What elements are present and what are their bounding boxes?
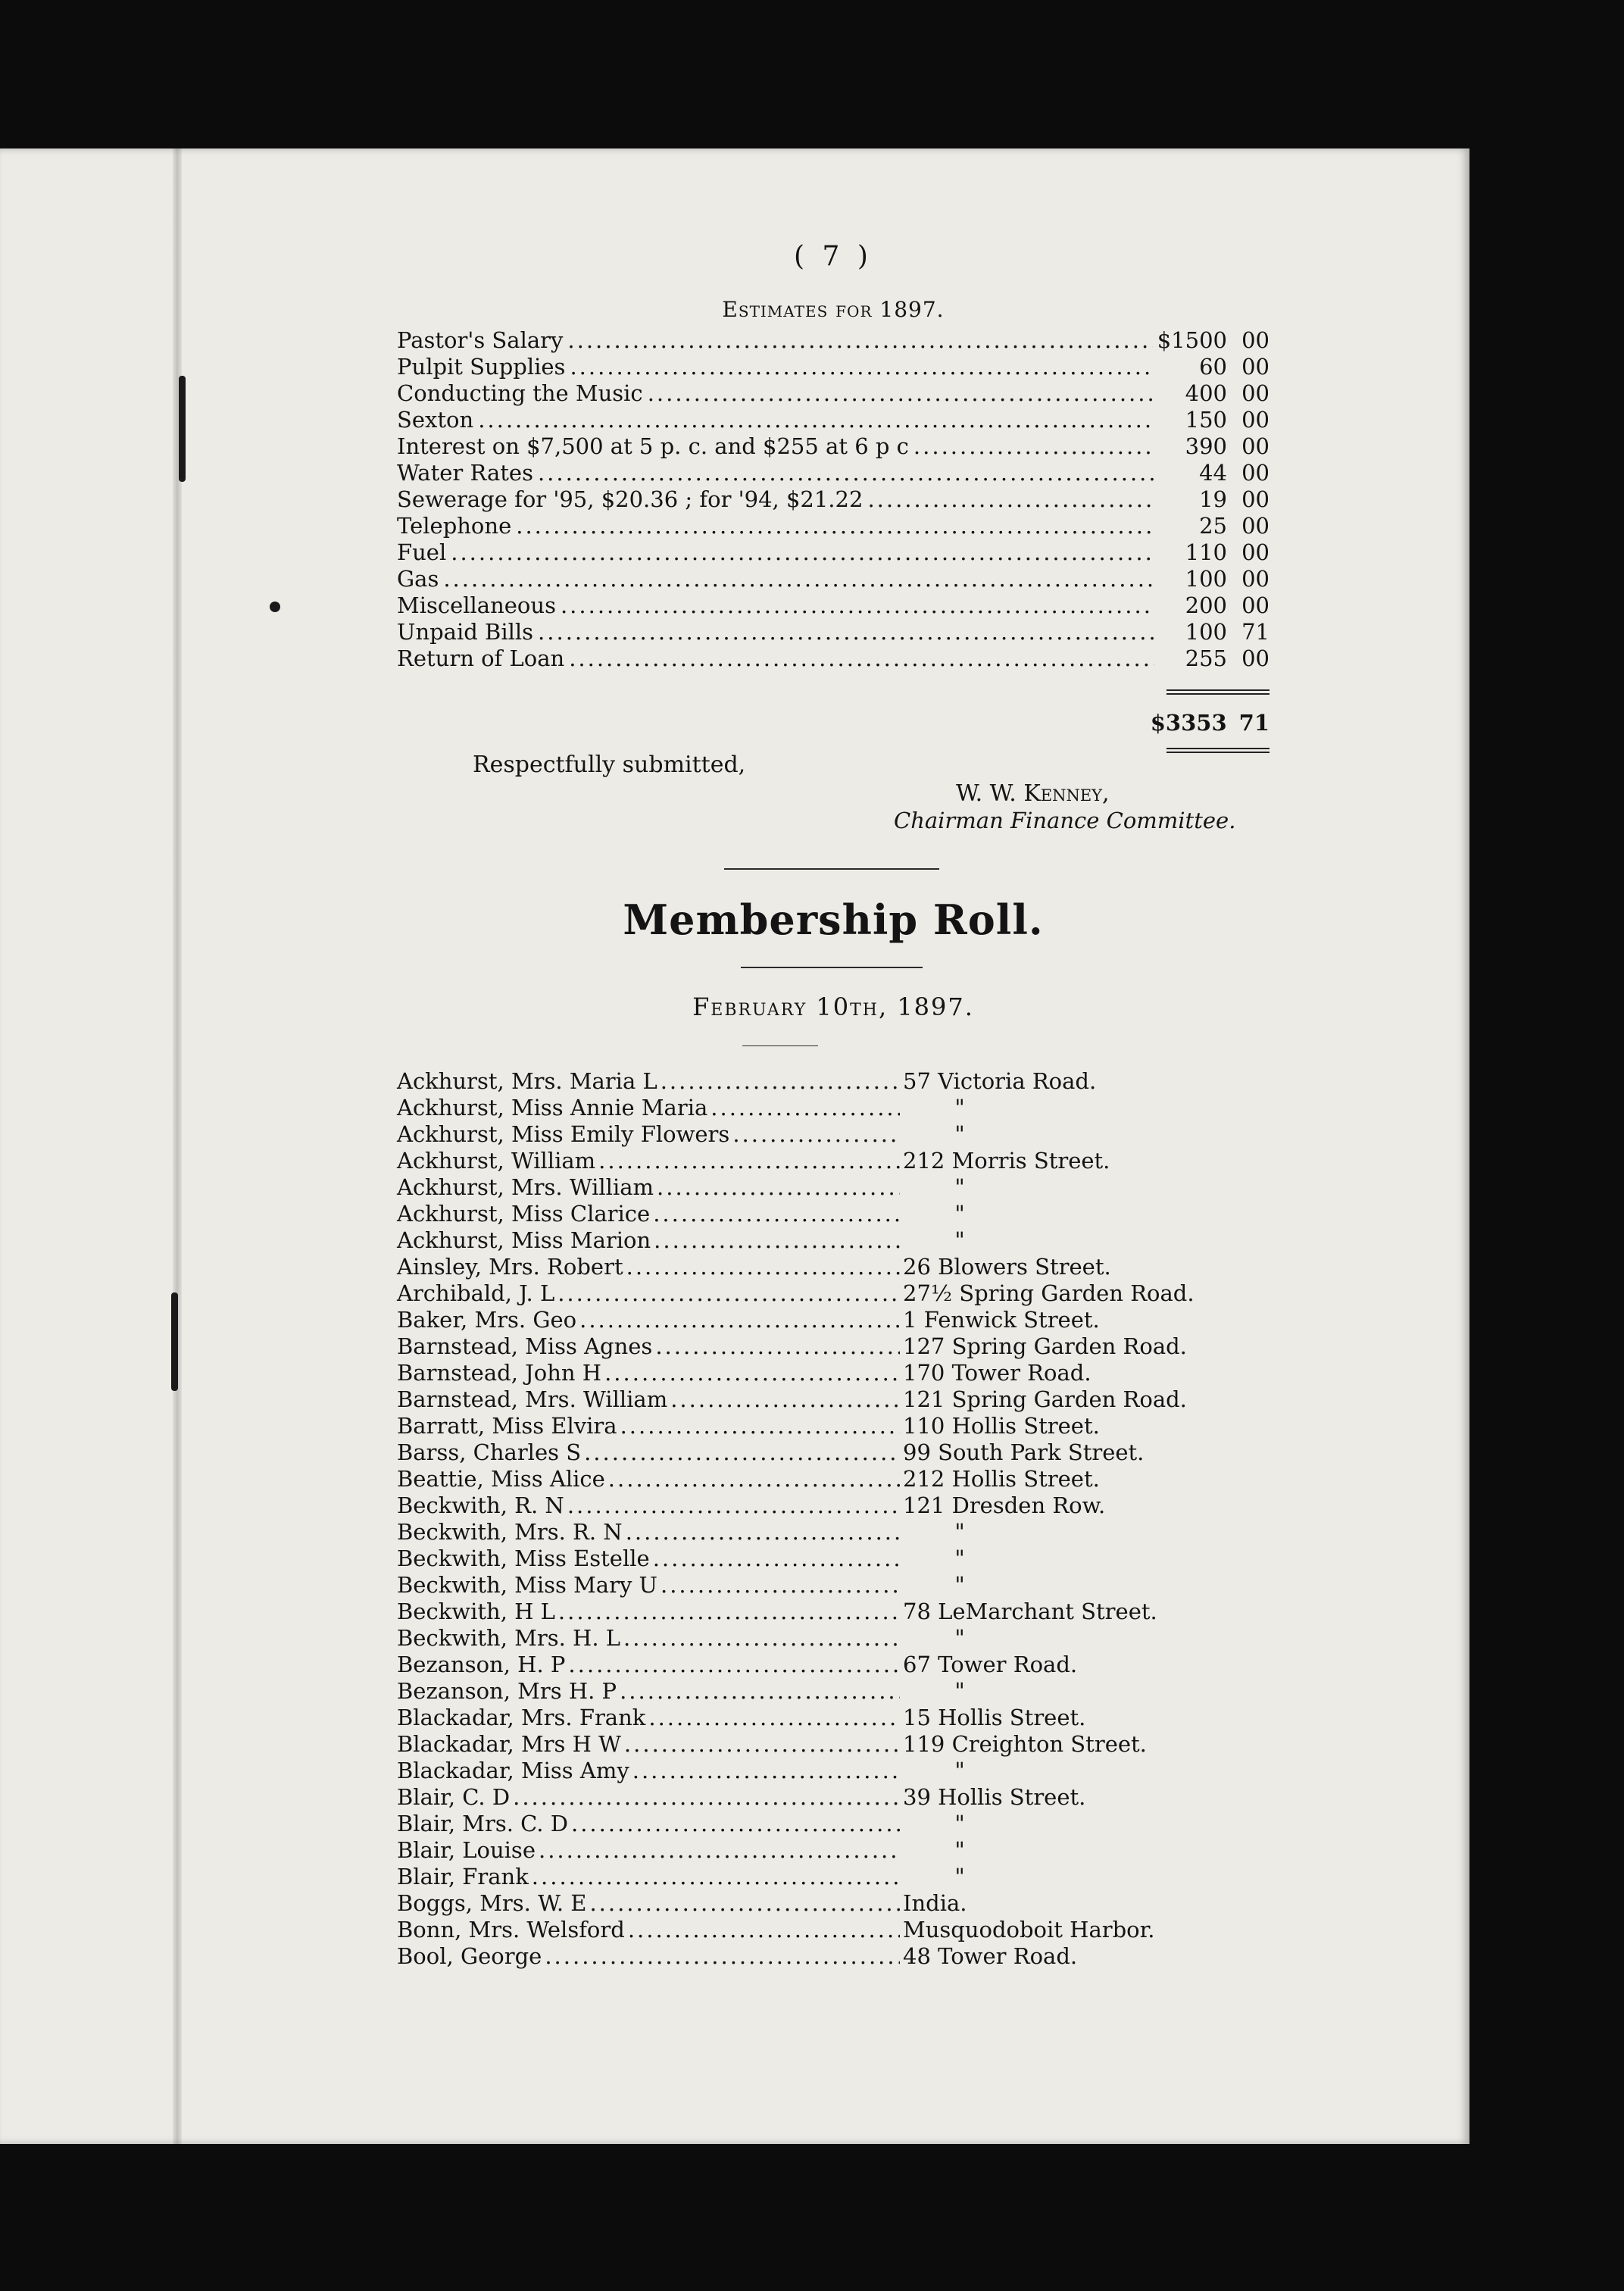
member-name: Ainsley, Mrs. Robert	[397, 1254, 623, 1280]
member-row	[397, 1360, 1230, 1386]
dot-leader	[443, 566, 1154, 592]
dot-leader	[648, 1705, 900, 1731]
member-name: Barnstead, Miss Agnes	[397, 1333, 653, 1359]
member-row	[397, 1705, 1230, 1731]
member-name-cell	[397, 1890, 903, 1917]
member-address: "	[954, 1095, 965, 1120]
dot-leader	[538, 619, 1154, 645]
estimate-cents: 00	[1241, 539, 1270, 565]
member-name-cell	[397, 1811, 903, 1837]
member-address: 67 Tower Road.	[903, 1652, 1078, 1677]
member-name-cell	[397, 1784, 903, 1811]
estimate-cents: 00	[1241, 433, 1270, 459]
member-address: "	[954, 1121, 965, 1147]
member-address: 212 Hollis Street.	[903, 1466, 1100, 1492]
dot-leader	[657, 1174, 900, 1201]
dot-leader	[571, 1811, 900, 1837]
member-name-cell	[397, 1758, 903, 1784]
member-row	[397, 1731, 1230, 1758]
member-row	[397, 1943, 1230, 1970]
member-name-cell	[397, 1864, 903, 1890]
dot-leader	[632, 1758, 900, 1784]
member-name-cell	[397, 1095, 903, 1121]
dot-leader	[538, 460, 1154, 486]
member-name-cell	[397, 1439, 903, 1466]
estimate-cents: 00	[1241, 327, 1270, 353]
total-dollars: $3353	[1150, 710, 1227, 736]
member-row	[397, 1174, 1230, 1201]
member-name-cell	[397, 1917, 903, 1943]
member-address: 48 Tower Road.	[903, 1943, 1078, 1969]
dot-leader	[661, 1068, 900, 1095]
dot-leader	[648, 380, 1154, 407]
member-row	[397, 1307, 1230, 1333]
divider-rule	[724, 868, 939, 870]
signer-title: Chairman Finance Committee.	[894, 808, 1236, 833]
member-name: Beattie, Miss Alice	[397, 1466, 605, 1492]
member-address: 15 Hollis Street.	[903, 1705, 1086, 1730]
estimate-row	[397, 380, 1270, 407]
dot-leader	[579, 1307, 900, 1333]
member-name-cell	[397, 1254, 903, 1280]
member-address: 39 Hollis Street.	[903, 1784, 1086, 1810]
member-name: Blair, Louise	[397, 1837, 536, 1863]
member-name-cell	[397, 1307, 903, 1333]
member-address: 127 Spring Garden Road.	[903, 1333, 1187, 1359]
member-name: Boggs, Mrs. W. E	[397, 1890, 587, 1916]
estimate-dollars: 200	[1185, 592, 1227, 618]
estimate-cents: 00	[1241, 513, 1270, 539]
estimate-label: Fuel	[397, 539, 447, 565]
member-name: Barratt, Miss Elvira	[397, 1413, 617, 1439]
dot-leader	[623, 1625, 900, 1652]
dot-leader	[598, 1148, 900, 1174]
member-name-cell	[397, 1546, 903, 1572]
dot-leader	[655, 1333, 900, 1360]
member-name: Ackhurst, Mrs. Maria L	[397, 1068, 657, 1094]
dot-leader	[570, 354, 1154, 380]
member-name-cell	[397, 1280, 903, 1307]
member-address: "	[954, 1678, 965, 1704]
member-name-cell	[397, 1492, 903, 1519]
estimate-dollars: 110	[1185, 539, 1227, 565]
dot-leader	[653, 1546, 900, 1572]
member-name-cell	[397, 1121, 903, 1148]
member-name: Beckwith, H L	[397, 1599, 555, 1624]
estimate-dollars: 100	[1185, 619, 1227, 645]
member-name-cell	[397, 1625, 903, 1652]
estimate-label: Water Rates	[397, 460, 533, 486]
estimate-label: Pulpit Supplies	[397, 354, 566, 380]
dot-leader	[914, 433, 1154, 460]
estimate-row	[397, 619, 1270, 645]
member-row	[397, 1917, 1230, 1943]
estimates-table	[397, 327, 1270, 672]
estimate-cents: 00	[1241, 486, 1270, 512]
estimate-label: Miscellaneous	[397, 592, 556, 618]
member-name: Beckwith, Mrs. R. N	[397, 1519, 623, 1545]
member-row	[397, 1599, 1230, 1625]
member-name: Barnstead, Mrs. William	[397, 1386, 668, 1412]
member-address: 27½ Spring Garden Road.	[903, 1280, 1195, 1306]
member-name: Ackhurst, Miss Clarice	[397, 1201, 651, 1227]
dot-leader	[557, 1280, 900, 1307]
estimate-row	[397, 407, 1270, 433]
ink-dot	[270, 602, 280, 612]
estimate-cents: 00	[1241, 460, 1270, 486]
member-name: Blackadar, Mrs H W	[397, 1731, 621, 1757]
binding-mark	[179, 376, 186, 482]
member-name-cell	[397, 1386, 903, 1413]
member-name: Archibald, J. L	[397, 1280, 555, 1306]
estimate-dollars: 150	[1185, 407, 1227, 433]
member-name-cell	[397, 1678, 903, 1705]
member-name: Beckwith, R. N	[397, 1492, 564, 1518]
member-name: Ackhurst, Miss Emily Flowers	[397, 1121, 730, 1147]
member-name-cell	[397, 1519, 903, 1546]
total-rule-bottom	[1166, 748, 1270, 753]
member-name: Ackhurst, William	[397, 1148, 596, 1174]
member-name: Barnstead, John H	[397, 1360, 602, 1386]
binding-mark	[171, 1292, 178, 1391]
estimate-label: Sewerage for '95, $20.36 ; for '94, $21.22	[397, 486, 864, 512]
dot-leader	[620, 1678, 900, 1705]
estimate-dollars: 390	[1185, 433, 1227, 459]
member-name-cell	[397, 1227, 903, 1254]
member-name: Beckwith, Mrs. H. L	[397, 1625, 621, 1651]
dot-leader	[661, 1572, 900, 1599]
member-row	[397, 1784, 1230, 1811]
member-name: Ackhurst, Mrs. William	[397, 1174, 654, 1200]
title-underline	[741, 967, 923, 968]
member-address: "	[954, 1572, 965, 1598]
estimate-dollars: $1500	[1157, 327, 1227, 353]
estimate-row	[397, 354, 1270, 380]
member-name: Blair, Mrs. C. D	[397, 1811, 568, 1836]
member-row	[397, 1572, 1230, 1599]
dot-leader	[670, 1386, 900, 1413]
member-name-cell	[397, 1174, 903, 1201]
member-name: Beckwith, Miss Mary U	[397, 1572, 657, 1598]
dot-leader	[567, 327, 1152, 354]
estimate-row	[397, 460, 1270, 486]
dot-leader	[558, 1599, 900, 1625]
member-address: "	[954, 1864, 965, 1889]
estimate-cents: 00	[1241, 592, 1270, 618]
estimate-label: Return of Loan	[397, 645, 565, 671]
dot-leader	[732, 1121, 900, 1148]
member-address: "	[954, 1546, 965, 1571]
member-name-cell	[397, 1705, 903, 1731]
total-cents: 71	[1238, 710, 1270, 736]
member-address: "	[954, 1227, 965, 1253]
estimate-cents: 00	[1241, 354, 1270, 380]
member-name: Baker, Mrs. Geo	[397, 1307, 577, 1333]
member-row	[397, 1546, 1230, 1572]
dot-leader	[539, 1837, 900, 1864]
member-row	[397, 1678, 1230, 1705]
member-address: 26 Blowers Street.	[903, 1254, 1111, 1280]
member-address: "	[954, 1519, 965, 1545]
total-rule-top	[1166, 689, 1270, 695]
dot-leader	[532, 1864, 900, 1890]
estimate-label: Unpaid Bills	[397, 619, 534, 645]
member-address: 170 Tower Road.	[903, 1360, 1092, 1386]
dot-leader	[654, 1227, 900, 1254]
dot-leader	[545, 1943, 900, 1970]
member-address: 78 LeMarchant Street.	[903, 1599, 1157, 1624]
estimate-row	[397, 327, 1270, 354]
estimate-label: Sexton	[397, 407, 474, 433]
estimate-dollars: 19	[1199, 486, 1227, 512]
member-name: Blair, C. D	[397, 1784, 511, 1810]
member-row	[397, 1227, 1230, 1254]
dot-leader	[569, 645, 1154, 672]
member-row	[397, 1413, 1230, 1439]
estimate-row	[397, 433, 1270, 460]
dot-leader	[451, 539, 1154, 566]
member-name: Bezanson, Mrs H. P	[397, 1678, 617, 1704]
member-row	[397, 1625, 1230, 1652]
member-name-cell	[397, 1413, 903, 1439]
member-row	[397, 1439, 1230, 1466]
estimate-dollars: 25	[1199, 513, 1227, 539]
member-name-cell	[397, 1731, 903, 1758]
dot-leader	[561, 592, 1154, 619]
member-row	[397, 1519, 1230, 1546]
dot-leader	[478, 407, 1154, 433]
member-name-cell	[397, 1572, 903, 1599]
member-address: "	[954, 1837, 965, 1863]
member-row	[397, 1254, 1230, 1280]
member-name-cell	[397, 1466, 903, 1492]
dot-leader	[710, 1095, 900, 1121]
membership-roll-title: Membership Roll.	[623, 895, 1044, 944]
dot-leader	[589, 1890, 900, 1917]
dot-leader	[867, 486, 1154, 513]
dot-leader	[567, 1492, 900, 1519]
member-name: Ackhurst, Miss Annie Maria	[397, 1095, 708, 1120]
estimate-cents: 71	[1241, 619, 1270, 645]
member-name: Blackadar, Miss Amy	[397, 1758, 629, 1783]
estimate-row	[397, 566, 1270, 592]
member-address: 57 Victoria Road.	[903, 1068, 1097, 1094]
estimate-label: Gas	[397, 566, 439, 592]
member-name-cell	[397, 1201, 903, 1227]
estimate-label: Conducting the Music	[397, 380, 643, 406]
total-row	[1150, 710, 1270, 736]
member-address: Musquodoboit Harbor.	[903, 1917, 1155, 1943]
member-address: 110 Hollis Street.	[903, 1413, 1100, 1439]
member-address: 121 Spring Garden Road.	[903, 1386, 1187, 1412]
estimates-total	[1150, 689, 1270, 753]
dot-leader	[624, 1731, 900, 1758]
member-row	[397, 1333, 1230, 1360]
member-name: Blackadar, Mrs. Frank	[397, 1705, 646, 1730]
member-row	[397, 1280, 1230, 1307]
estimate-row	[397, 645, 1270, 672]
member-address: "	[954, 1174, 965, 1200]
member-name: Barss, Charles S	[397, 1439, 582, 1465]
member-name-cell	[397, 1599, 903, 1625]
member-row	[397, 1386, 1230, 1413]
estimate-label: Interest on $7,500 at 5 p. c. and $255 at 6 p c	[397, 433, 909, 459]
member-address: "	[954, 1811, 965, 1836]
dot-leader	[626, 1254, 900, 1280]
estimate-cents: 00	[1241, 407, 1270, 433]
member-address: "	[954, 1625, 965, 1651]
membership-roll	[397, 1068, 1230, 1970]
estimate-cents: 00	[1241, 645, 1270, 671]
member-row	[397, 1201, 1230, 1227]
member-row	[397, 1121, 1230, 1148]
dot-leader	[628, 1917, 900, 1943]
member-address: 1 Fenwick Street.	[903, 1307, 1100, 1333]
member-name: Beckwith, Miss Estelle	[397, 1546, 650, 1571]
member-address: "	[954, 1201, 965, 1227]
member-address: India.	[903, 1890, 967, 1916]
member-name: Ackhurst, Miss Marion	[397, 1227, 651, 1253]
dot-leader	[653, 1201, 900, 1227]
membership-roll-date: February 10th, 1897.	[692, 992, 974, 1021]
member-address: 121 Dresden Row.	[903, 1492, 1106, 1518]
estimate-row	[397, 486, 1270, 513]
dot-leader	[584, 1439, 900, 1466]
member-row	[397, 1492, 1230, 1519]
dot-leader	[626, 1519, 900, 1546]
member-name-cell	[397, 1333, 903, 1360]
estimate-label: Telephone	[397, 513, 512, 539]
dot-leader	[513, 1784, 900, 1811]
estimate-dollars: 100	[1185, 566, 1227, 592]
member-row	[397, 1068, 1230, 1095]
member-address: 99 South Park Street.	[903, 1439, 1145, 1465]
member-row	[397, 1652, 1230, 1678]
estimate-dollars: 44	[1199, 460, 1227, 486]
member-row	[397, 1811, 1230, 1837]
member-name-cell	[397, 1360, 903, 1386]
estimate-row	[397, 513, 1270, 539]
member-row	[397, 1466, 1230, 1492]
member-name-cell	[397, 1943, 903, 1970]
estimate-dollars: 60	[1199, 354, 1227, 380]
estimate-dollars: 400	[1185, 380, 1227, 406]
member-row	[397, 1837, 1230, 1864]
estimate-row	[397, 539, 1270, 566]
estimate-cents: 00	[1241, 566, 1270, 592]
member-name-cell	[397, 1068, 903, 1095]
estimate-cents: 00	[1241, 380, 1270, 406]
date-underline	[742, 1045, 818, 1046]
member-address: "	[954, 1758, 965, 1783]
page-number: ( 7 )	[794, 241, 873, 272]
member-name: Bonn, Mrs. Welsford	[397, 1917, 625, 1943]
member-row	[397, 1758, 1230, 1784]
dot-leader	[568, 1652, 900, 1678]
dot-leader	[604, 1360, 900, 1386]
member-name: Bezanson, H. P	[397, 1652, 566, 1677]
respectfully-submitted: Respectfully submitted,	[473, 752, 746, 778]
member-address: 119 Creighton Street.	[903, 1731, 1147, 1757]
member-name: Blair, Frank	[397, 1864, 529, 1889]
member-name-cell	[397, 1148, 903, 1174]
dot-leader	[608, 1466, 900, 1492]
member-name: Bool, George	[397, 1943, 542, 1969]
member-row	[397, 1864, 1230, 1890]
estimate-label: Pastor's Salary	[397, 327, 564, 353]
member-name-cell	[397, 1837, 903, 1864]
member-row	[397, 1890, 1230, 1917]
member-row	[397, 1148, 1230, 1174]
member-name-cell	[397, 1652, 903, 1678]
estimate-dollars: 255	[1185, 645, 1227, 671]
member-address: 212 Morris Street.	[903, 1148, 1110, 1174]
signer-name: W. W. Kenney,	[956, 780, 1110, 807]
estimates-title: Estimates for 1897.	[722, 297, 945, 322]
member-row	[397, 1095, 1230, 1121]
estimate-row	[397, 592, 1270, 619]
dot-leader	[620, 1413, 900, 1439]
dot-leader	[516, 513, 1154, 539]
